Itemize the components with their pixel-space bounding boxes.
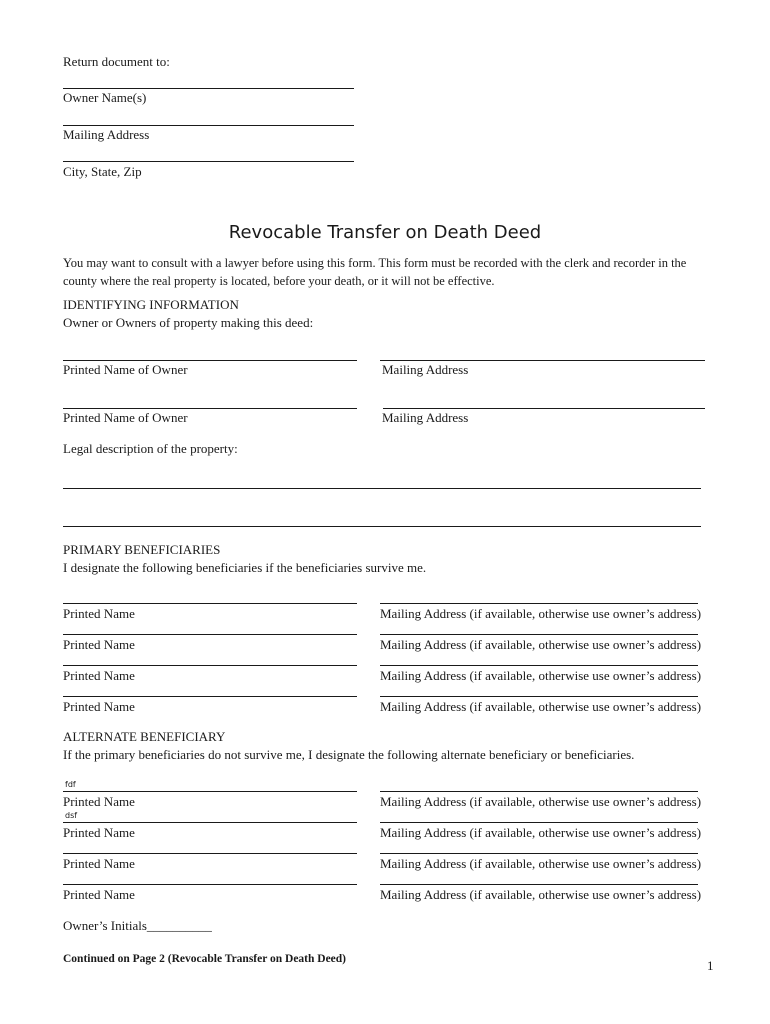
- owner-2-address-label: Mailing Address: [382, 410, 469, 425]
- page-title: Revocable Transfer on Death Deed: [228, 222, 542, 243]
- alternate-1-address-label: Mailing Address (if available, otherwise use owner’s address): [380, 794, 702, 809]
- primary-4-name-line[interactable]: [63, 696, 357, 697]
- primary-2-name-label: Printed Name: [63, 637, 135, 652]
- primary-4-name-label: Printed Name: [63, 699, 135, 714]
- return-mailing-address-label: Mailing Address: [63, 127, 150, 142]
- alternate-3-address-line[interactable]: [380, 853, 698, 854]
- alternate-2-name-label: Printed Name: [63, 825, 135, 840]
- primary-1-name-line[interactable]: [63, 603, 357, 604]
- primary-subheading: I designate the following beneficiaries if the beneficiaries survive me.: [63, 560, 427, 575]
- city-state-zip-line[interactable]: [63, 161, 354, 162]
- owner-2-address-line[interactable]: [383, 408, 705, 409]
- continued-note: Continued on Page 2 (Revocable Transfer on Death Deed): [63, 953, 347, 965]
- owner-1-name-line[interactable]: [63, 360, 357, 361]
- owner-2-name-line[interactable]: [63, 408, 357, 409]
- identifying-subheading: Owner or Owners of property making this deed:: [63, 315, 314, 330]
- primary-3-address-label: Mailing Address (if available, otherwise use owner’s address): [380, 668, 702, 683]
- page-number: 1: [707, 958, 714, 973]
- primary-4-address-label: Mailing Address (if available, otherwise use owner’s address): [380, 699, 702, 714]
- owner-names-label: Owner Name(s): [63, 90, 147, 105]
- owner-2-name-label: Printed Name of Owner: [63, 410, 188, 425]
- city-state-zip-label: City, State, Zip: [63, 164, 142, 179]
- return-heading: Return document to:: [63, 54, 170, 69]
- owner-initials-field[interactable]: Owner’s Initials__________: [63, 918, 212, 933]
- alternate-2-address-line[interactable]: [380, 822, 698, 823]
- alternate-3-name-label: Printed Name: [63, 856, 135, 871]
- alternate-2-name-line[interactable]: [63, 822, 357, 823]
- return-mailing-address-line[interactable]: [63, 125, 354, 126]
- alternate-3-address-label: Mailing Address (if available, otherwise use owner’s address): [380, 856, 702, 871]
- primary-4-address-line[interactable]: [380, 696, 698, 697]
- owner-1-name-label: Printed Name of Owner: [63, 362, 188, 377]
- primary-2-address-label: Mailing Address (if available, otherwise use owner’s address): [380, 637, 702, 652]
- primary-1-name-label: Printed Name: [63, 606, 135, 621]
- alternate-1-name-value[interactable]: fdf: [65, 780, 76, 789]
- intro-paragraph: You may want to consult with a lawyer before using this form. This form must be recorded with the clerk and recorder in the county where the real property is located, before your death, or it will not be effective.: [63, 256, 687, 288]
- primary-1-address-line[interactable]: [380, 603, 698, 604]
- primary-3-name-line[interactable]: [63, 665, 357, 666]
- legal-description-line-1[interactable]: [63, 488, 701, 489]
- alternate-2-name-value[interactable]: dsf: [65, 811, 78, 820]
- alternate-3-name-line[interactable]: [63, 853, 357, 854]
- alternate-1-address-line[interactable]: [380, 791, 698, 792]
- primary-1-address-label: Mailing Address (if available, otherwise use owner’s address): [380, 606, 702, 621]
- owner-1-address-line[interactable]: [380, 360, 705, 361]
- primary-3-address-line[interactable]: [380, 665, 698, 666]
- alternate-4-name-line[interactable]: [63, 884, 357, 885]
- owner-names-line[interactable]: [63, 88, 354, 89]
- identifying-heading: IDENTIFYING INFORMATION: [63, 297, 239, 312]
- legal-description-line-2[interactable]: [63, 526, 701, 527]
- alternate-heading: ALTERNATE BENEFICIARY: [63, 729, 226, 744]
- alternate-1-name-label: Printed Name: [63, 794, 135, 809]
- alternate-4-name-label: Printed Name: [63, 887, 135, 902]
- primary-2-address-line[interactable]: [380, 634, 698, 635]
- alternate-4-address-line[interactable]: [380, 884, 698, 885]
- alternate-1-name-line[interactable]: [63, 791, 357, 792]
- primary-heading: PRIMARY BENEFICIARIES: [63, 542, 221, 557]
- alternate-2-address-label: Mailing Address (if available, otherwise use owner’s address): [380, 825, 702, 840]
- alternate-subheading: If the primary beneficiaries do not survive me, I designate the following alternate beneficiary or beneficiaries.: [63, 747, 635, 762]
- primary-3-name-label: Printed Name: [63, 668, 135, 683]
- legal-description-label: Legal description of the property:: [63, 441, 238, 456]
- owner-1-address-label: Mailing Address: [382, 362, 469, 377]
- primary-2-name-line[interactable]: [63, 634, 357, 635]
- alternate-4-address-label: Mailing Address (if available, otherwise use owner’s address): [380, 887, 702, 902]
